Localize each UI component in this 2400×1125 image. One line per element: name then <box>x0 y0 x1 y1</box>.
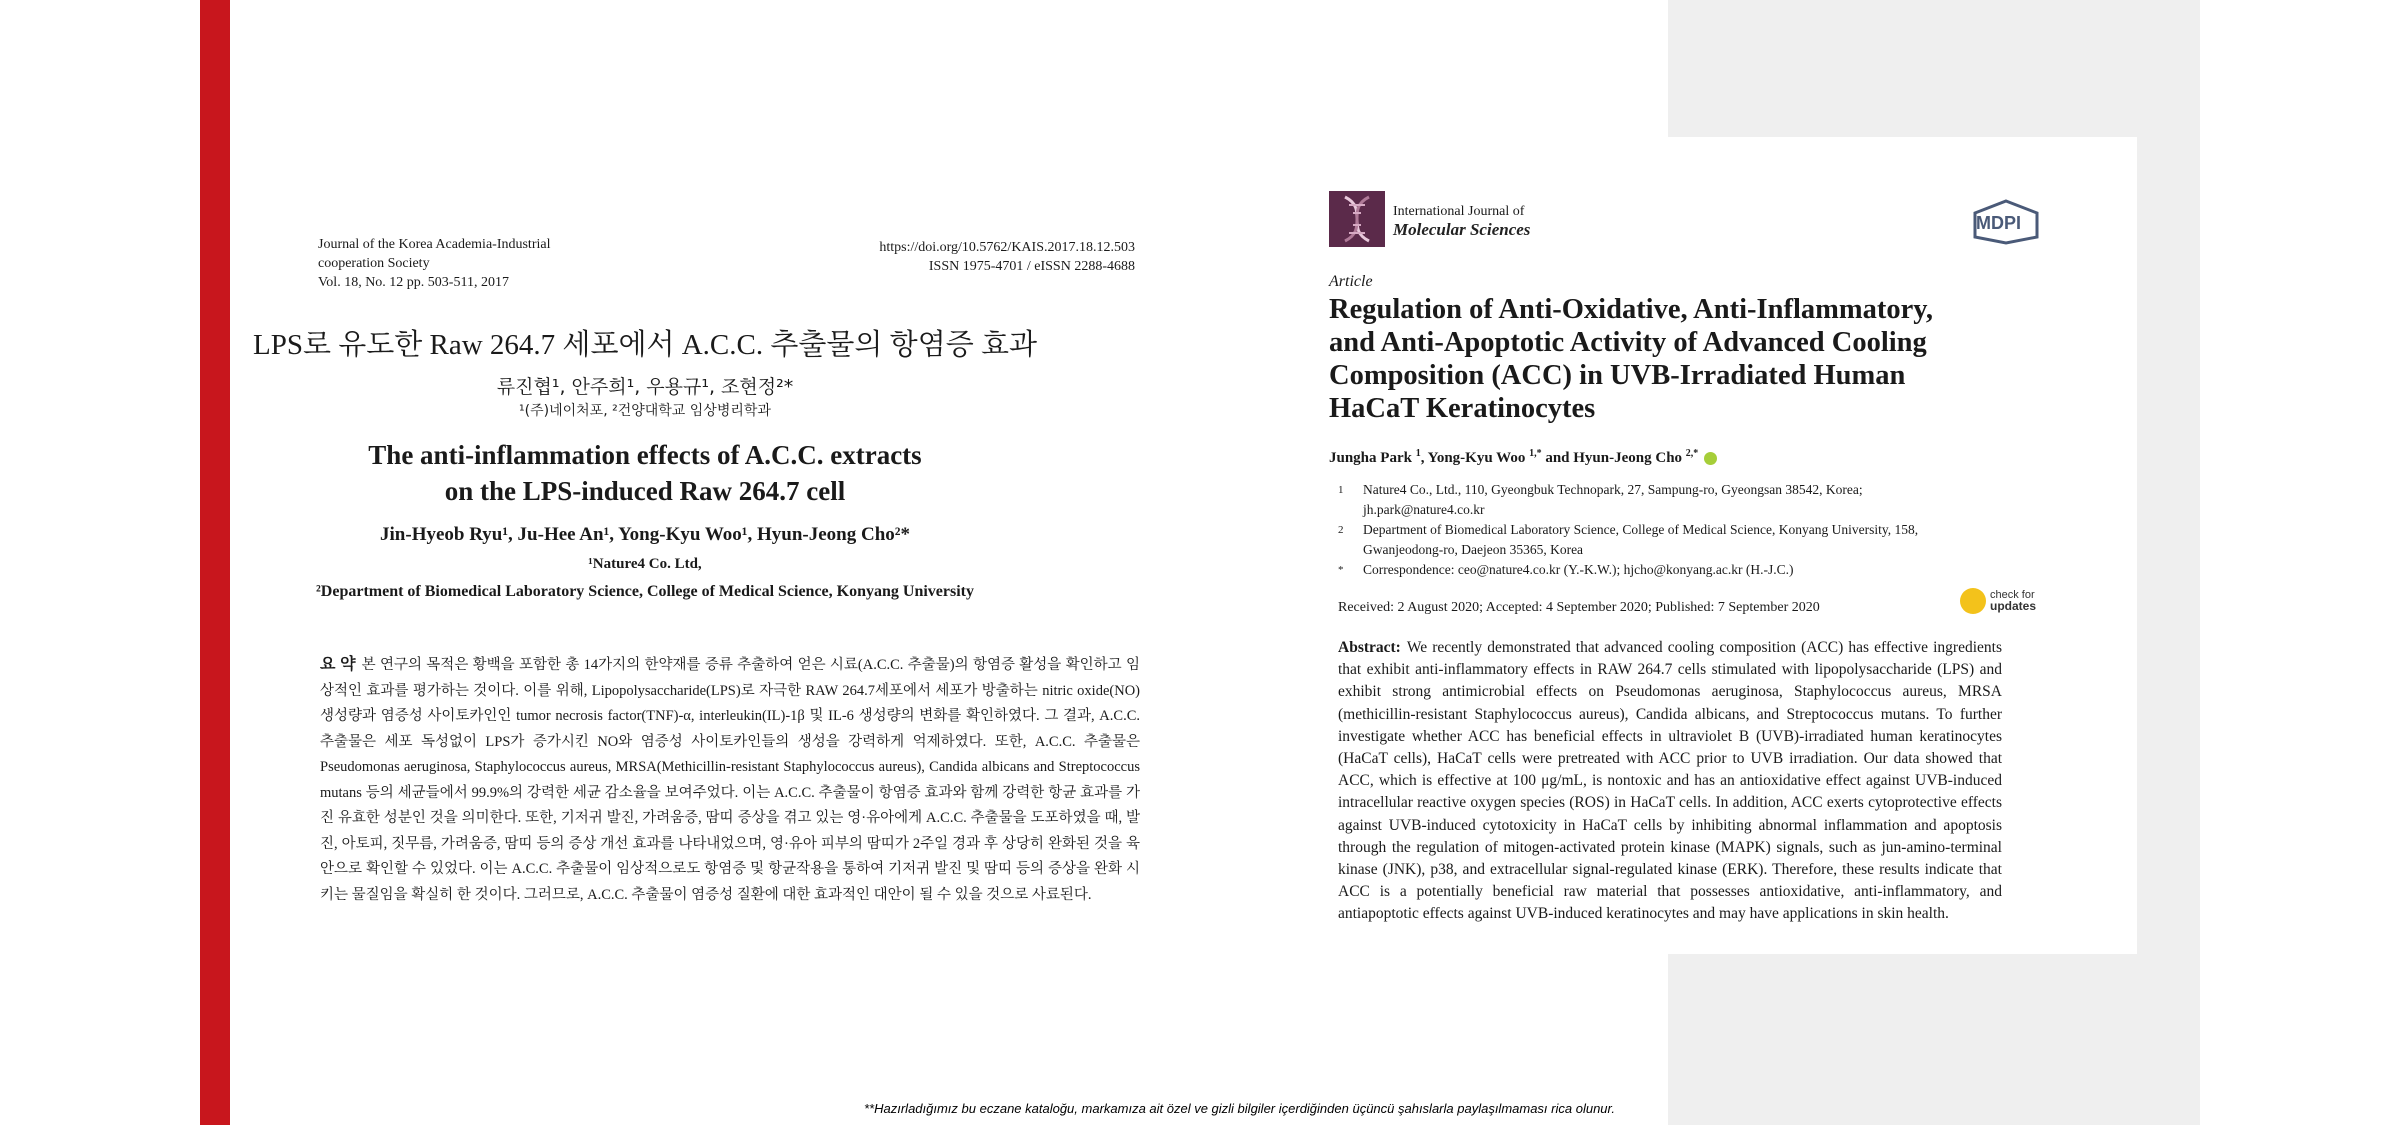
korean-affiliation: ¹(주)네이처포, ²건양대학교 임상병리학과 <box>519 403 771 419</box>
journal-line-2: cooperation Society <box>318 256 430 271</box>
author-2-sup: 1,* <box>1529 448 1542 459</box>
journal-name <box>1393 203 1530 239</box>
author-3: Hyun-Jeong Cho <box>1573 450 1683 466</box>
article-authors: Jungha Park $^1$, Yong-Kyu Woo $^{1,*}$ and Hyun-Jeong Cho $^{2,*}$ <box>1329 448 1717 467</box>
footer-note: **Hazırladığımız bu eczane kataloğu, markamıza ait özel ve gizli bilgiler içerdiğinden üçüncü şahıslarla paylaşılmaması rica olunur. <box>864 1101 1615 1116</box>
affiliation-1 <box>1338 480 2038 520</box>
abstract-text: We recently demonstrated that advanced cooling composition (ACC) has effective ingredients that exhibit anti-inflammatory effects in RAW 264.7 cells stimulated with lipopolysaccharide (LPS) and exhibit strong antimicrobial effects on Pseudomonas aeruginosa, Staphylococcus aureus, MRSA (methicillin-resistant Staphylococcus aureus), Candida albicans, and Streptococcus mutans. To further investigate whether ACC has beneficial effects in ultraviolet B (UVB)-irradiated human keratinocytes (HaCaT cells), HaCaT cells were pretreated with ACC prior to UVB irradiation. Our data showed that ACC, which is effective at 100 μg/mL, is nontoxic and has an antioxidative effect against UVB-induced intracellular reactive oxygen species (ROS) in HaCaT cells. In addition, ACC exerts cytoprotective effects against UVB-induced cytotoxicity in HaCaT cells by inhibiting abnormal inflammation and apoptosis through the regulation of mitogen-activated protein kinase (MAPK) signals, such as jun-amino-terminal kinase (JNK), p38, and extracellular signal-regulated kinase (ERK). Therefore, these results indicate that ACC is a potentially beneficial raw material that possesses antioxidative, anti-inflammatory, and antiapoptotic effects against UVB-induced keratinocytes and may have applications in skin health. <box>1338 639 2002 923</box>
english-affiliation-2: ²Department of Biomedical Laboratory Science, College of Medical Science, Konyang University <box>315 583 974 600</box>
korean-abstract-label: 요 약 <box>320 656 356 673</box>
article-title-line-1: Regulation of Anti-Oxidative, Anti-Inflammatory, <box>1329 294 1934 325</box>
korean-abstract-text: 본 연구의 목적은 황백을 포함한 총 14가지의 한약재를 증류 추출하여 얻은 시료(A.C.C. 추출물)의 항염증 활성을 확인하고 임상적인 효과를 평가하는 것이다. 이를 위해, Lipopolysaccharide(LPS)로 자극한 RAW 264.7세포에서 세포가 방출하는 nitric oxide(NO) 생성량과 염증성 사이토카인인 tumor necrosis factor(TNF)-α, interleukin(IL)-1β 및 IL-6 생성량의 변화를 확인하였다. 그 결과, A.C.C. 추출물은 세포 독성없이 LPS가 증가시킨 NO와 염증성 사이토카인들의 생성을 강력하게 억제하였다. 또한, A.C.C. 추출물은 Pseudomonas aeruginosa, Staphylococcus aureus, MRSA(Methicillin-resistant Staphylococcus aureus), Candida albicans and Streptococcus mutans 등의 세균들에서 99.9%의 강력한 세균 감소율을 보여주었다. 이는 A.C.C. 추출물이 항염증 효과와 함께 강력한 항균 효과를 가진 유효한 성분인 것을 의미한다. 또한, 기저귀 발진, 가려움증, 땀띠 증상을 겪고 있는 영·유아에게 A.C.C. 추출물을 도포하였을 때, 발진, 아토피, 짓무름, 가려움증, 땀띠 등의 증상 개선 효과를 나타내었으며, 영·유아 피부의 땀띠가 2주일 경과 후 상당히 완화된 것을 육안으로 확인할 수 있었다. 이는 A.C.C. 추출물이 임상적으로도 항염증 및 항균작용을 통하여 기저귀 발진 및 땀띠 등의 증상을 완화 시키는 물질임을 확실히 한 것이다. 그러므로, A.C.C. 추출물이 염증성 질환에 대한 효과적인 대안이 될 수 있을 것으로 사료된다. <box>320 657 1140 903</box>
korean-authors: 류진협¹, 안주희¹, 우용규¹, 조현정²* <box>496 376 794 398</box>
english-title-line-1: The anti-inflammation effects of A.C.C. extracts <box>368 440 922 470</box>
journal-title: Molecular Sciences <box>1393 220 1531 239</box>
correspondence: Correspondence: ceo@nature4.co.kr (Y.-K.W.); hjcho@konyang.ac.kr (H.-J.C.) <box>1363 562 1794 577</box>
affiliations <box>1338 480 2038 580</box>
english-title-line-2: on the LPS-induced Raw 264.7 cell <box>444 476 846 506</box>
aff-1-number: 1 <box>1338 484 1344 496</box>
english-authors: Jin-Hyeob Ryu¹, Ju-Hee An¹, Yong-Kyu Woo¹, Hyun-Jeong Cho²* <box>380 524 910 545</box>
korean-journal-info <box>318 235 550 292</box>
aff-1-email[interactable]: jh.park@nature4.co.kr <box>1363 502 1485 517</box>
check-line-1: check for <box>1990 589 2035 601</box>
article-title-line-2: and Anti-Apoptotic Activity of Advanced Cooling <box>1329 327 1927 358</box>
english-title <box>230 437 1060 509</box>
article-title-line-3: Composition (ACC) in UVB-Irradiated Human <box>1329 360 1906 391</box>
article-abstract <box>1338 637 2002 926</box>
affiliation-2 <box>1338 520 2038 560</box>
aff-2-number: 2 <box>1338 524 1344 536</box>
korean-abstract <box>320 652 1140 908</box>
mdpi-logo-text: MDPI <box>1976 213 2021 233</box>
orcid-icon[interactable] <box>1704 452 1717 465</box>
check-for-updates-badge[interactable] <box>1960 588 2040 618</box>
issn: ISSN 1975-4701 / eISSN 2288-4688 <box>928 259 1135 274</box>
check-line-2: updates <box>1990 599 2037 613</box>
article-title <box>1329 293 2029 425</box>
author-1-sup: 1 <box>1415 448 1421 459</box>
journal-line-1: Journal of the Korea Academia-Industrial <box>318 237 551 252</box>
corr-mark: * <box>1338 564 1344 576</box>
doi-link[interactable]: https://doi.org/10.5762/KAIS.2017.18.12.503 <box>879 240 1135 255</box>
received-dates: Received: 2 August 2020; Accepted: 4 September 2020; Published: 7 September 2020 <box>1338 600 1820 615</box>
aff-2-line-2: Gwanjeodong-ro, Daejeon 35365, Korea <box>1363 542 1584 557</box>
english-affiliation-1: ¹Nature4 Co. Ltd, <box>588 556 702 572</box>
aff-1-line-1: Nature4 Co., Ltd., 110, Gyeongbuk Technopark, 27, Sampung-ro, Gyeongsan 38542, Korea; <box>1363 482 1863 497</box>
red-accent-bar <box>200 0 230 1125</box>
dna-logo-icon <box>1329 191 1385 247</box>
korean-doi-block <box>840 238 1135 276</box>
check-icon <box>1960 588 1986 614</box>
aff-2-line-1: Department of Biomedical Laboratory Science, College of Medical Science, Konyang University, 158, <box>1363 522 1919 537</box>
author-1: Jungha Park <box>1329 450 1412 466</box>
article-type: Article <box>1329 273 1373 290</box>
korean-title: LPS로 유도한 Raw 264.7 세포에서 A.C.C. 추출물의 항염증 효과 <box>253 329 1037 361</box>
abstract-label: Abstract: <box>1338 639 1401 656</box>
author-2: Yong-Kyu Woo <box>1427 450 1526 466</box>
author-3-sup: 2,* <box>1685 448 1699 459</box>
journal-line-3: Vol. 18, No. 12 pp. 503-511, 2017 <box>318 275 509 290</box>
correspondence-row <box>1338 560 2038 580</box>
article-title-line-4: HaCaT Keratinocytes <box>1329 393 1596 424</box>
journal-prefix: International Journal of <box>1393 204 1525 219</box>
